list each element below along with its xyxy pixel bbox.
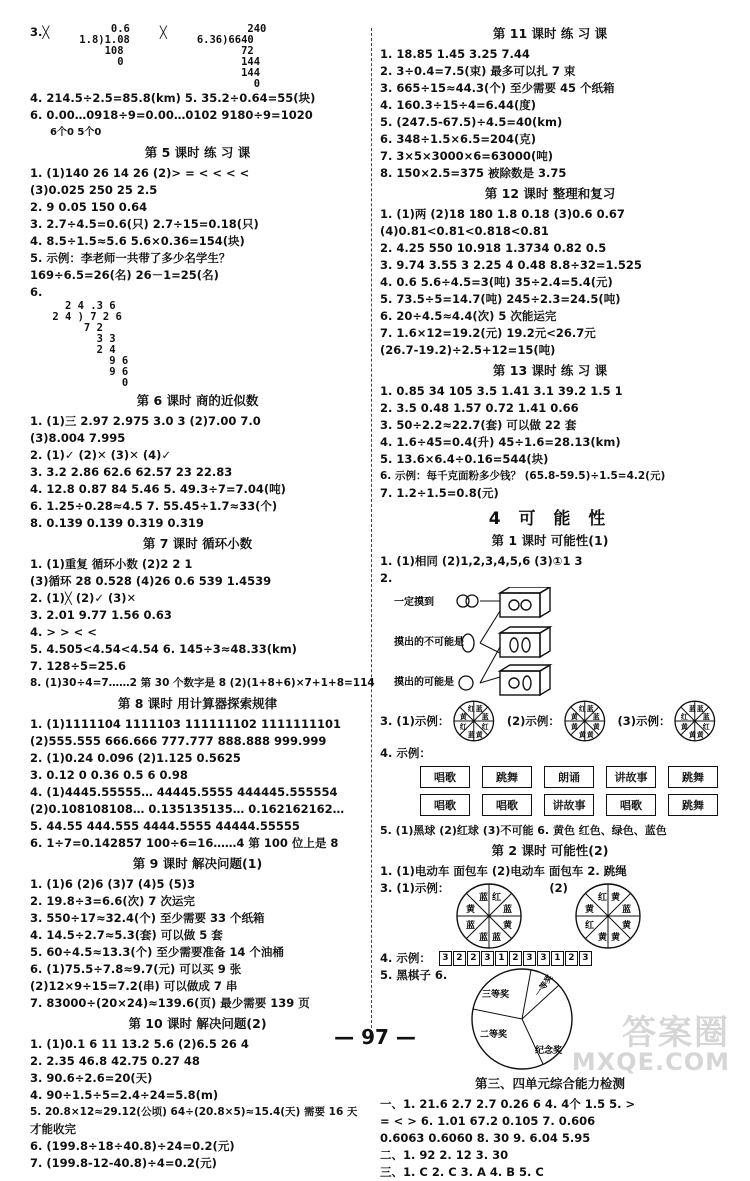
strip-cell: 3: [537, 951, 550, 966]
pie-label: 黄: [621, 921, 631, 931]
activity-box: 唱歌: [420, 766, 470, 788]
lesson-7-answers: [30, 556, 375, 692]
answer-line: 4. 1.6÷45=0.4(升) 45÷1.6=28.13(km): [380, 435, 621, 449]
watermark-url: MXQE.COM: [571, 1048, 730, 1076]
page-number: — 97 —: [334, 1025, 416, 1049]
answer-line: 6. 示例：每千克面粉多少钱？ (65.8-59.5)÷1.5=4.2(元): [380, 470, 666, 482]
answer-line: (3)循环 28 0.528 (4)26 0.6 539 1.4539: [30, 574, 272, 588]
lesson-12-answers: [380, 206, 720, 359]
answer-line: 才能收完: [30, 1122, 76, 1136]
spinner-pie: [449, 697, 499, 745]
answer-line: 6. 1÷7=0.142857 100÷6=16……4 第 100 位上是 8: [30, 836, 339, 850]
pie-label: 红: [681, 713, 689, 722]
unit-4-lesson-1-heading: 第 1 课时 可能性(1): [491, 533, 609, 548]
lesson-11-heading: 第 11 课时 练 习 课: [492, 26, 608, 41]
answer-line: = < > 6. 1.01 67.2 0.105 7. 0.606: [380, 1114, 596, 1128]
pie-label: 红: [468, 705, 476, 714]
answer-line: 3. 3.2 2.86 62.6 62.57 23 22.83: [30, 465, 233, 479]
answer-line: 3. 0.12 0 0.36 0.5 6 0.98: [30, 768, 188, 782]
strip-cell: 2: [565, 951, 578, 966]
answer-line: 2. (1)0.24 0.096 (2)1.125 0.5625: [30, 751, 241, 765]
answer-line: 2. 3÷0.4=7.5(束) 最多可以扎 7 束: [380, 64, 576, 78]
apple-icon: [459, 676, 473, 690]
strip-cell: 3: [481, 951, 494, 966]
pie-label: 黄: [697, 730, 705, 739]
pie-label: 蓝: [503, 905, 513, 915]
box-icon: [500, 587, 550, 617]
left-column: [30, 23, 375, 1172]
pie-label: 黄: [476, 730, 484, 739]
answer-line: 5. 60÷4.5≈13.3(个) 至少需要准备 14 个油桶: [30, 945, 284, 959]
spinner-pie: [568, 880, 648, 950]
answer-line: 6. 348÷1.5×6.5=204(克): [380, 132, 537, 146]
long-division-b: 240 6.36)6640 72 144 144 0: [196, 23, 267, 90]
pie-label: 蓝: [482, 713, 490, 722]
pie-examples-row: [380, 697, 720, 745]
answer-line: 3. 665÷15≈44.3(个) 至少需要 45 个纸箱: [380, 81, 615, 95]
answer-line: 1. (1)重复 循环小数 (2)2 2 1: [30, 557, 193, 571]
answer-line: (2)12×9÷15=7.2(串) 可以做成 7 串: [30, 979, 238, 993]
lesson-10-heading: 第 10 课时 解决问题(2): [128, 1016, 267, 1031]
answer-line: 7. 1.2÷1.5=0.8(元): [380, 486, 499, 500]
pie-label: 蓝: [468, 730, 476, 739]
pie-label: 红: [460, 722, 468, 731]
pie-label: 红: [578, 705, 586, 714]
pie-examples-row-2: [380, 880, 720, 950]
answer-line: 5. 20.8×12≈29.12(公顷) 64÷(20.8×5)≈15.4(天) 需要 16 天: [30, 1106, 358, 1118]
lesson-6-heading: 第 6 课时 商的近似数: [136, 393, 259, 408]
activity-box: 讲故事: [606, 766, 656, 788]
box-icon: [500, 627, 550, 657]
pie-label: 红: [703, 722, 711, 731]
answer-line: 2. 9 0.05 150 0.64: [30, 200, 148, 214]
number-strip: [439, 951, 593, 966]
answer-line: (2)0.108108108… 0.135135135… 0.162162162…: [30, 802, 345, 816]
watermark-text: 答案圈: [622, 1013, 730, 1053]
pie-label: 蓝: [492, 933, 502, 943]
pie-label: 蓝: [479, 933, 489, 943]
pie-label: 红: [597, 893, 607, 903]
pie-label: 黄: [681, 722, 689, 731]
answer-line: 6. 20÷4.5≈4.4(次) 5 次能运完: [380, 309, 557, 323]
answer-line: 7. 3×5×3000×6=63000(吨): [380, 149, 553, 163]
answer-line: 3. (1)示例：: [380, 713, 450, 728]
answer-line: 4. > > < <: [30, 625, 97, 639]
answer-line: 4. 0.6 5.6÷4.5=3(吨) 35÷2.4=5.4(元): [380, 275, 613, 289]
answer-line: 3. (1)示例：: [380, 881, 450, 895]
answer-line: 3. 2.7÷4.5=0.6(只) 2.7÷15=0.18(只): [30, 217, 259, 231]
answer-line: 7. (199.8-12-40.8)÷4=0.2(元): [30, 1156, 217, 1170]
activity-box-row: [420, 794, 720, 816]
match-label-certain: 一定摸到: [394, 597, 434, 608]
pie-label: 蓝: [689, 705, 697, 714]
strip-cell: 3: [579, 951, 592, 966]
match-line: [480, 643, 500, 653]
answer-line: 5. 73.5÷5=14.7(吨) 245÷2.3=24.5(吨): [380, 292, 621, 306]
lesson-7-heading: 第 7 课时 循环小数: [142, 536, 253, 551]
prize-label: 二等奖: [480, 1030, 508, 1040]
long-division-c: 2 4 .3 6 2 4 ) 7 2 6 7 2 3 3 2 4 9 6 9 6 0: [52, 300, 129, 389]
apple-icon: [457, 595, 478, 607]
answer-line: 3. 550÷17≈32.4(个) 至少需要 33 个纸箱: [30, 911, 265, 925]
answer-line: 1. 18.85 1.45 3.25 7.44: [380, 47, 530, 61]
unit-test-heading: 第三、四单元综合能力检测: [474, 1076, 625, 1091]
match-line: [480, 611, 500, 643]
answer-line: 6. (1)75.5÷7.8≈9.7(元) 可以买 9 张: [30, 962, 242, 976]
answer-line: (2): [549, 881, 568, 895]
pie-label: 蓝: [703, 713, 711, 722]
strip-cell: 3: [523, 951, 536, 966]
answer-line: 7. 1.6×12=19.2(元) 19.2元<26.7元: [380, 326, 596, 340]
pie-label: 蓝: [697, 705, 705, 714]
strip-cell: 1: [551, 951, 564, 966]
prize-label: 纪念奖: [535, 1046, 563, 1056]
answer-line: 2. 4.25 550 10.918 1.3734 0.82 0.5: [380, 241, 607, 255]
pie-label: 红: [492, 893, 502, 903]
answer-line: 4. 90÷1.5÷5=2.4÷24=5.8(m): [30, 1088, 219, 1102]
answer-line: 5. 44.55 444.555 4444.5555 44444.55555: [30, 819, 300, 833]
answer-line: 二、1. 92 2. 12 3. 30: [380, 1148, 509, 1162]
spinner-pie: [670, 697, 720, 745]
strip-cell: 1: [495, 951, 508, 966]
answer-line: 4. 示例：: [380, 746, 431, 760]
pie-label: 蓝: [466, 921, 476, 931]
long-division-a: 0.6 1.8)1.08 108 0: [79, 23, 130, 68]
answer-line: 4. (1)4445.55555… 44445.5555 444445.555554: [30, 785, 338, 799]
answer-line: (26.7-19.2)÷2.5+12=15(吨): [380, 343, 556, 357]
lesson-8-answers: [30, 716, 365, 852]
pie-label: 黄: [578, 730, 586, 739]
answer-line: (3)示例：: [617, 713, 671, 728]
answer-line: 1. (1)相同 (2)1,2,3,4,5,6 (3)①1 3: [380, 554, 583, 568]
activity-box: 跳舞: [668, 766, 718, 788]
pie-label: 红: [482, 722, 490, 731]
pie-label: 黄: [466, 905, 476, 915]
answer-line: 8. (1)30÷4=7……2 第 30 个数字是 8 (2)(1+8+6)×7+1+8=114: [30, 677, 375, 689]
answer-line: 4. 14.5÷2.7≈5.3(套) 可以做 5 套: [30, 928, 223, 942]
activity-box: 唱歌: [606, 794, 656, 816]
answer-line: 6. (199.8÷18÷40.8)÷24=0.2(元): [30, 1139, 235, 1153]
activity-box: 唱歌: [420, 794, 470, 816]
answer-line: 7. 83000÷(20×24)≈139.6(页) 最少需要 139 页: [30, 996, 310, 1010]
lesson-13-heading: 第 13 课时 练 习 课: [492, 363, 608, 378]
strip-cell: 2: [509, 951, 522, 966]
answer-line: 5. 黑棋子 6.: [380, 968, 448, 982]
answer-line: (3)8.004 7.995: [30, 431, 126, 445]
answer-line: 1. (1)140 26 14 26 (2)> = < < < <: [30, 166, 250, 180]
pie-label: 黄: [503, 921, 513, 931]
answer-line: 2. 3.5 0.48 1.57 0.72 1.41 0.66: [380, 401, 579, 415]
page-number-value: 97: [361, 1025, 389, 1049]
pie-label: 黄: [597, 933, 607, 943]
strip-cell: 2: [453, 951, 466, 966]
answer-line: 8. 0.139 0.139 0.319 0.319: [30, 516, 204, 530]
activity-box: 唱歌: [482, 794, 532, 816]
answer-line: 一、1. 21.6 2.7 2.7 0.26 6 4. 4个 1.5 5. >: [380, 1097, 636, 1111]
answer-line: 4. 160.3÷15÷4=6.44(度): [380, 98, 537, 112]
lesson-5-answers: [30, 165, 365, 301]
answer-line: 6. 1.25÷0.28≈4.5 7. 55.45÷1.7≈33(个): [30, 499, 278, 513]
lesson-10-answers: [30, 1036, 365, 1172]
activity-box: 跳舞: [482, 766, 532, 788]
match-label-possible: 摸出的可能是: [394, 677, 454, 688]
activity-box: 讲故事: [544, 794, 594, 816]
answer-line: 5. 4.505<4.54<4.54 6. 145÷3≈48.33(km): [30, 642, 297, 656]
pie-label: 蓝: [621, 905, 631, 915]
answer-line: 1. 0.85 34 105 3.5 1.41 3.1 39.2 1.5 1: [380, 384, 623, 398]
lesson-5-heading: 第 5 课时 练 习 课: [144, 145, 251, 160]
answer-line: 1. (1)0.1 6 11 13.2 5.6 (2)6.5 26 4: [30, 1037, 249, 1051]
answer-line: 6.: [30, 285, 43, 299]
pie-label: 黄: [570, 722, 578, 731]
answer-line: 4. 8.5÷1.5≈5.6 5.6×0.36=154(块): [30, 234, 245, 248]
wrong-mark: ╳: [159, 25, 167, 39]
pie-label: 黄: [689, 730, 697, 739]
answer-line: 3. 2.01 9.77 1.56 0.63: [30, 608, 172, 622]
lesson-8-heading: 第 8 课时 用计算器探索规律: [117, 696, 278, 711]
prize-label: 一等奖: [533, 973, 555, 999]
lesson-11-answers: [380, 46, 720, 182]
answer-line: (4)0.81<0.81<0.818<0.81: [380, 224, 549, 238]
answer-line: 5. (1)黑球 (2)红球 (3)不可能 6. 黄色 红色、绿色、蓝色: [380, 824, 667, 837]
answer-line: (2)示例：: [506, 713, 560, 728]
answer-line: (3)0.025 250 25 2.5: [30, 183, 158, 197]
answer-line: 0.6063 0.6060 8. 30 9. 6.04 5.95: [380, 1131, 591, 1145]
answer-line-6: 6. 0.00…0918÷9=0.00…0102 9180÷9=1020: [30, 108, 313, 122]
pie-label: 蓝: [479, 893, 489, 903]
answer-line-4-5: 4. 214.5÷2.5=85.8(km) 5. 35.2÷0.64=55(块): [30, 91, 316, 105]
box-icon: [500, 665, 550, 695]
spinner-pie: [560, 697, 610, 745]
answer-line: 1. (1)6 (2)6 (3)7 (4)5 (5)3: [30, 877, 195, 891]
lesson-13-answers: [380, 383, 720, 502]
matching-diagram: [380, 587, 720, 697]
pie-label: 黄: [584, 905, 594, 915]
pie-label: 蓝: [586, 705, 594, 714]
unit-4-lesson-2-heading: 第 2 课时 可能性(2): [491, 843, 609, 858]
lesson-9-answers: [30, 876, 365, 1012]
answer-line: [380, 950, 720, 967]
answer-line: (2)555.555 666.666 777.777 888.888 999.999: [30, 734, 327, 748]
spinner-pie: [449, 880, 529, 950]
lesson-12-heading: 第 12 课时 整理和复习: [484, 186, 616, 201]
answer-line: 1. (1)两 (2)18 180 1.8 0.18 (3)0.6 0.67: [380, 207, 625, 221]
answer-line: 4. 12.8 0.87 84 5.46 5. 49.3÷7=7.04(吨): [30, 482, 286, 496]
answer-line: 5. 13.6×6.4÷0.16=544(块): [380, 452, 549, 466]
answer-line: 2. (1)✓ (2)✕ (3)✕ (4)✓: [30, 448, 171, 462]
pie-label: 黄: [586, 730, 594, 739]
strip-cell: 3: [439, 951, 452, 966]
answer-line: 2. 19.8÷3=6.6(次) 7 次运完: [30, 894, 195, 908]
unit-test-answers: [380, 1096, 720, 1181]
answer-line: 2. 2.35 46.8 42.75 0.27 48: [30, 1054, 200, 1068]
pie-label: 黄: [592, 722, 600, 731]
lesson-9-heading: 第 9 课时 解决问题(1): [132, 856, 263, 871]
answer-line: 3. 50÷2.2≈22.7(套) 可以做 22 套: [380, 418, 577, 432]
answer-line: 5. 示例：李老师一共带了多少名学生？: [30, 251, 231, 265]
answer-line: 8. 150×2.5=375 被除数是 3.75: [380, 166, 567, 180]
zero-count-note: 6个0 5个0: [50, 127, 102, 138]
lesson-6-answers: [30, 413, 365, 532]
watermark-logo: [571, 1013, 730, 1076]
answer-line: 1. (1)电动车 面包车 (2)电动车 面包车 2. 跳绳: [380, 864, 627, 878]
pie-label: 黄: [610, 933, 620, 943]
activity-box-row: [420, 766, 720, 788]
activity-box: 跳舞: [668, 794, 718, 816]
answer-label: 4. 示例：: [380, 951, 431, 965]
answer-line: 2.: [380, 571, 393, 585]
answer-line: 1. (1)1111104 1111103 111111102 1111111101: [30, 717, 341, 731]
answer-line: 169÷6.5=26(名) 26－1=25(名): [30, 268, 219, 282]
answer-line: 3. 90.6÷2.6=20(天): [30, 1071, 153, 1085]
pie-label: 蓝: [592, 713, 600, 722]
answer-line: 5. (247.5-67.5)÷4.5=40(km): [380, 115, 563, 129]
activity-box: 朗诵: [544, 766, 594, 788]
pie-label: 黄: [570, 713, 578, 722]
answer-line-3: 3.╳: [30, 25, 50, 39]
pie-label: 黄: [460, 713, 468, 722]
unit-4-title: 4 可 能 性: [488, 509, 612, 529]
strip-cell: 2: [467, 951, 480, 966]
right-column: [380, 24, 720, 1181]
answer-line: 1. (1)三 2.97 2.975 3.0 3 (2)7.00 7.0: [30, 414, 261, 428]
answer-line: 2. (1)╳ (2)✓ (3)✕: [30, 591, 137, 605]
pie-label: 蓝: [476, 705, 484, 714]
prize-label: 三等奖: [482, 990, 510, 1000]
answer-line: 7. 128÷5=25.6: [30, 659, 127, 673]
column-divider: [371, 28, 372, 1028]
answer-line: 三、1. C 2. C 3. A 4. B 5. C: [380, 1165, 544, 1179]
pie-label: 黄: [610, 893, 620, 903]
long-division-area: [30, 24, 365, 90]
pie-label: 红: [584, 921, 594, 931]
match-label-impossible: 摸出的不可能是: [394, 637, 464, 648]
answer-line: 3. 9.74 3.55 3 2.25 4 0.48 8.8÷32=1.525: [380, 258, 642, 272]
